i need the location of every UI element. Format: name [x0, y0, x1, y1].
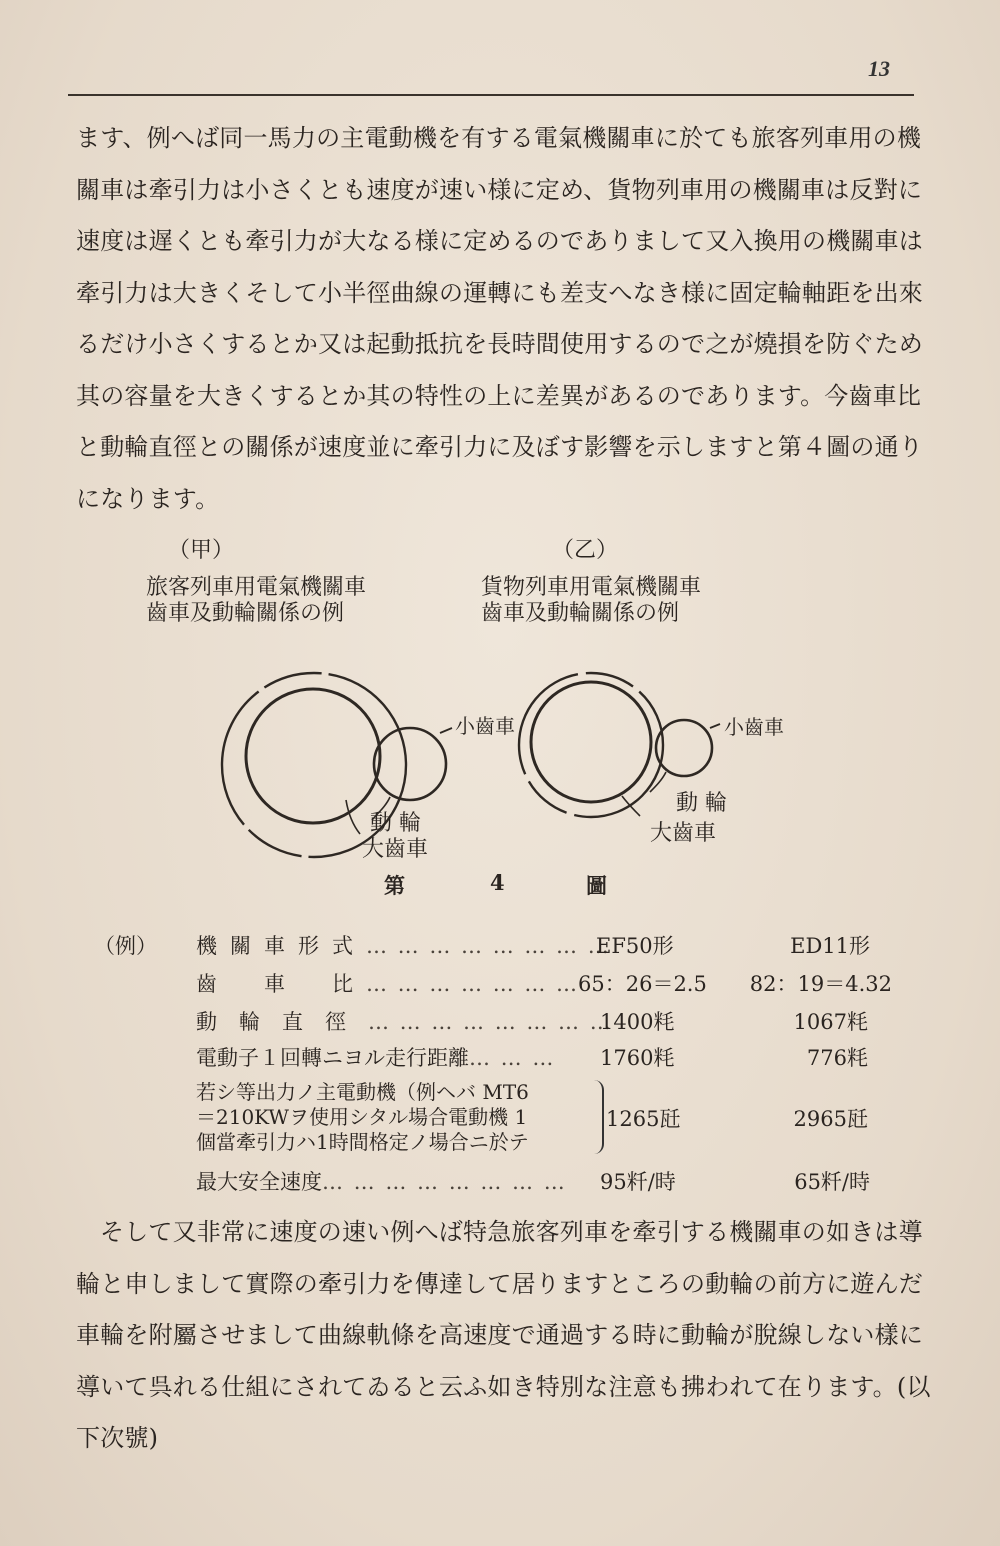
- text-line: そして又非常に速度の速い例へば特急旅客列車を牽引する機關車の如きは導: [100, 1218, 923, 1246]
- row-value-b: 65粁/時: [794, 1170, 870, 1194]
- leader-dots: … … … … … … … …: [366, 934, 611, 958]
- right-brace: [594, 1080, 604, 1154]
- text-line: 其の容量を大きくするとか其の特性の上に差異があるのであります。今齒車比: [76, 381, 922, 410]
- row-value-b: ED11形: [790, 934, 870, 958]
- figure-left-caption-1: 旅客列車用電氣機關車: [146, 575, 367, 600]
- row-value-b: 776粍: [806, 1046, 868, 1070]
- right-large-gear-circle: [519, 673, 663, 817]
- left-large-gear-label: 大齒車: [362, 837, 429, 862]
- text-line: 輪と申しまして實際の牽引力を傳達して居りますところの動輪の前方に遊んだ: [76, 1269, 923, 1298]
- row-value-a: 1760粍: [600, 1046, 675, 1070]
- row-value-a: 1265瓩: [606, 1107, 681, 1131]
- page-number: 13: [868, 56, 890, 81]
- left-small-gear-circle: [374, 728, 446, 800]
- table-row: [196, 1006, 613, 1036]
- text-line: と動輪直徑との關係が速度並に牽引力に及ぼす影響を示しますと第４圖の通り: [76, 433, 923, 461]
- left-driving-wheel-label: 動 輪: [370, 811, 421, 836]
- figure-number-suffix: 圖: [586, 873, 607, 898]
- row-label: 動輪直徑: [196, 1010, 368, 1034]
- figure-number-prefix: 第: [384, 873, 405, 898]
- leader-dots: … … … … … … …: [366, 972, 580, 996]
- text-line: 車輪を附屬させまして曲線軌條を高速度で通過する時に動輪が脫線しない樣に: [76, 1321, 923, 1349]
- table-row: [196, 1166, 567, 1196]
- left-small-gear-label: 小齒車: [455, 714, 515, 738]
- row-value-b: 2965瓩: [793, 1107, 868, 1131]
- leader-dots: … … …: [469, 1046, 556, 1070]
- right-large-gear-label: 大齒車: [650, 821, 717, 846]
- text-line: るだけ小さくするとか又は起動抵抗を長時間使用するので之が燒損を防ぐため: [76, 330, 923, 358]
- table-row: [196, 968, 579, 998]
- figure-left-caption-2: 齒車及動輪關係の例: [146, 601, 345, 626]
- text-line: ます、例へば同一馬力の主電動機を有する電氣機關車に於ても旅客列車用の機: [76, 124, 922, 152]
- row-value-a: 1400粍: [600, 1010, 675, 1034]
- right-driving-wheel-circle: [531, 682, 651, 802]
- condition-line: 個當牽引力ハ1時間格定ノ場合ニ於テ: [196, 1130, 529, 1154]
- row-value-a: EF50形: [596, 934, 674, 958]
- right-small-gear-circle: [656, 720, 712, 776]
- right-small-gear-label: 小齒車: [724, 715, 784, 739]
- row-value-a: 65：26＝2.5: [578, 972, 707, 996]
- right-driving-wheel-label: 動 輪: [676, 791, 727, 816]
- text-line: 下次號): [76, 1424, 159, 1452]
- table-row: [196, 930, 611, 960]
- table-row: [196, 1042, 555, 1072]
- leader-dots: … … … … … … … …: [322, 1170, 567, 1194]
- figure-left-mark: （甲）: [168, 538, 235, 563]
- row-value-b: 82：19＝4.32: [749, 972, 892, 996]
- row-value-a: 95粁/時: [600, 1170, 676, 1194]
- leader-dots: … … … … … … … …: [368, 1010, 613, 1034]
- paragraph-2: [76, 1207, 931, 1465]
- left-driving-wheel-circle: [246, 689, 380, 823]
- text-line: 關車は牽引力は小さくとも速度が速い様に定め、貨物列車用の機關車は反對に: [76, 175, 923, 204]
- text-line: 導いて呉れる仕組にされてゐると云ふ如き特別な注意も拂われて在ります。(以: [76, 1372, 931, 1401]
- figure-right-caption-1: 貨物列車用電氣機關車: [481, 575, 702, 600]
- row-label: 機關車形式: [196, 934, 366, 958]
- text-line: 速度は遅くとも牽引力が大なる様に定めるのでありまして又入換用の機關車は: [76, 227, 923, 255]
- condition-line: 若シ等出力ノ主電動機（例ヘバ MT6: [196, 1080, 529, 1104]
- text-line: 牽引力は大きくそして小半徑曲線の運轉にも差支へなき様に固定輪軸距を出來: [76, 278, 923, 307]
- row-label: 齒 車 比: [196, 972, 366, 996]
- multi-line-condition: [196, 1080, 529, 1155]
- example-prefix: （例）: [94, 934, 157, 958]
- condition-line: ＝210KWヲ使用シタル場合電動機 1: [196, 1105, 528, 1129]
- row-label: 電動子１回轉ニヨル走行距離: [196, 1046, 469, 1070]
- text-line: になります。: [76, 484, 220, 513]
- figure-number-value: 4: [490, 870, 505, 895]
- row-label: 最大安全速度: [196, 1170, 322, 1194]
- figure-right-caption-2: 齒車及動輪關係の例: [481, 601, 680, 626]
- figure-right-mark: （乙）: [552, 538, 619, 563]
- row-value-b: 1067粍: [793, 1010, 868, 1034]
